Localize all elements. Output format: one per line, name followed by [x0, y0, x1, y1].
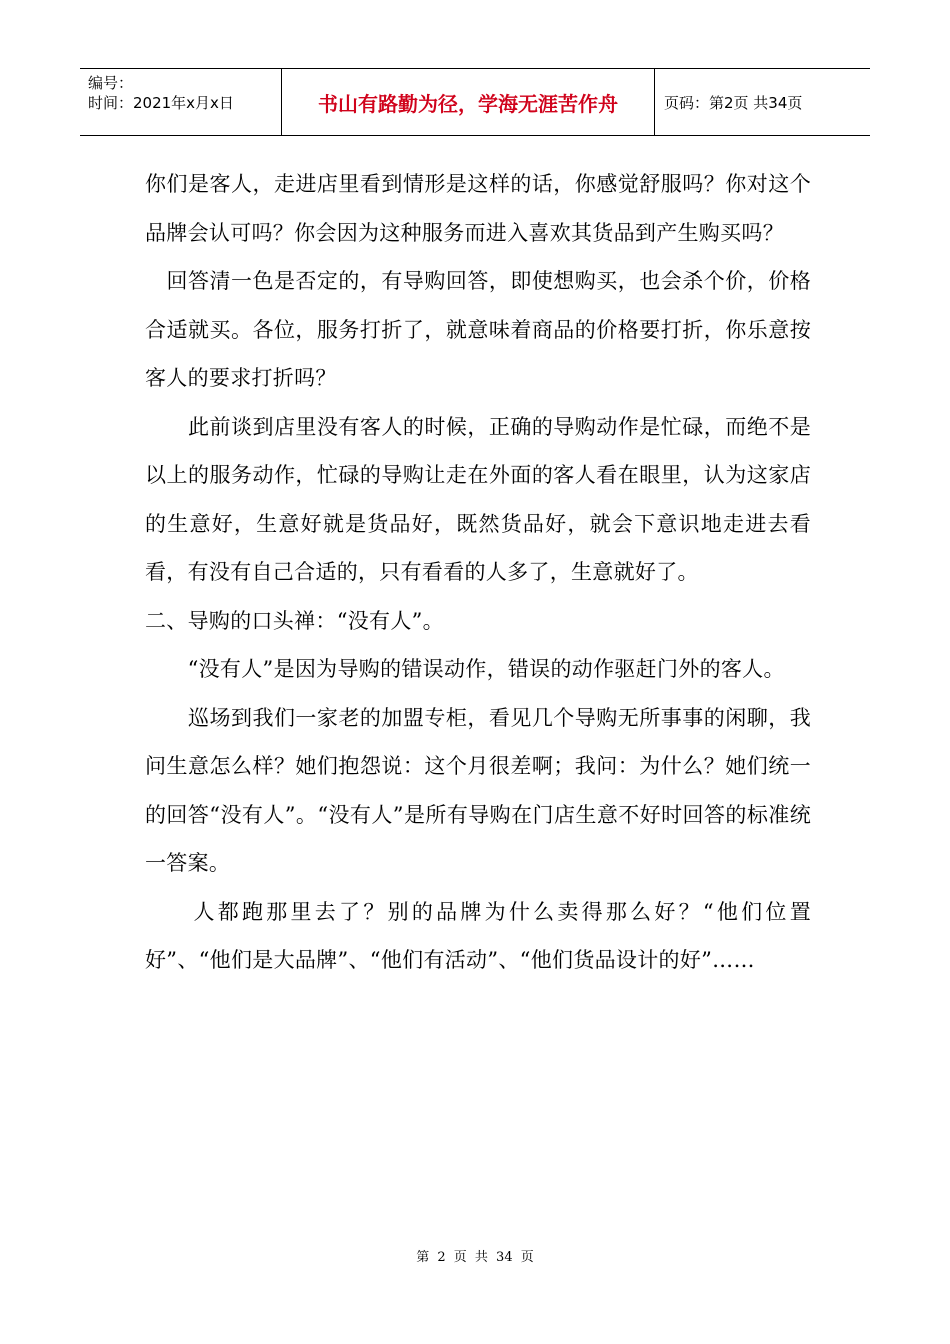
section-heading: 二、导购的口头禅：“没有人”。: [145, 608, 444, 633]
paragraph: 此前谈到店里没有客人的时候，正确的导购动作是忙碌，而绝不是以上的服务动作，忙碌的导购让走在外面的客人看在眼里，认为这家店的生意好，生意好就是货品好，既然货品好，就会下意识地走进去看看，有没有自己合适的，只有看看的人多了，生意就好了。: [145, 414, 811, 584]
header-divider: [654, 69, 655, 135]
header-meta: [88, 73, 234, 113]
header-motto: 书山有路勤为径，学海无涯苦作舟: [318, 91, 618, 116]
page-header: [80, 68, 870, 136]
header-page-info: 页码：第2页 共34页: [664, 93, 803, 112]
page-footer: 第 2 页 共 34 页: [416, 1250, 534, 1265]
paragraph: 巡场到我们一家老的加盟专柜，看见几个导购无所事事的闲聊，我问生意怎么样？她们抱怨说：这个月很差啊；我问：为什么？她们统一的回答“没有人”。“没有人”是所有导购在门店生意不好时回答的标准统一答案。: [145, 705, 811, 875]
paragraph: 人都跑那里去了？别的品牌为什么卖得那么好？“他们位置好”、“他们是大品牌”、“他们有活动”、“他们货品设计的好”……: [145, 899, 811, 972]
paragraph: 回答清一色是否定的，有导购回答，即使想购买，也会杀个价，价格合适就买。各位，服务打折了，就意味着商品的价格要打折，你乐意按客人的要求打折吗？: [145, 269, 811, 390]
document-body: [145, 160, 811, 985]
time-label: 时间：2021年x月x日: [88, 94, 234, 112]
paragraph: “没有人”是因为导购的错误动作，错误的动作驱赶门外的客人。: [145, 657, 785, 681]
number-label: 编号：: [88, 74, 134, 92]
paragraph: 你们是客人，走进店里看到情形是这样的话，你感觉舒服吗？你对这个品牌会认可吗？你会因为这种服务而进入喜欢其货品到产生购买吗？: [145, 172, 811, 245]
